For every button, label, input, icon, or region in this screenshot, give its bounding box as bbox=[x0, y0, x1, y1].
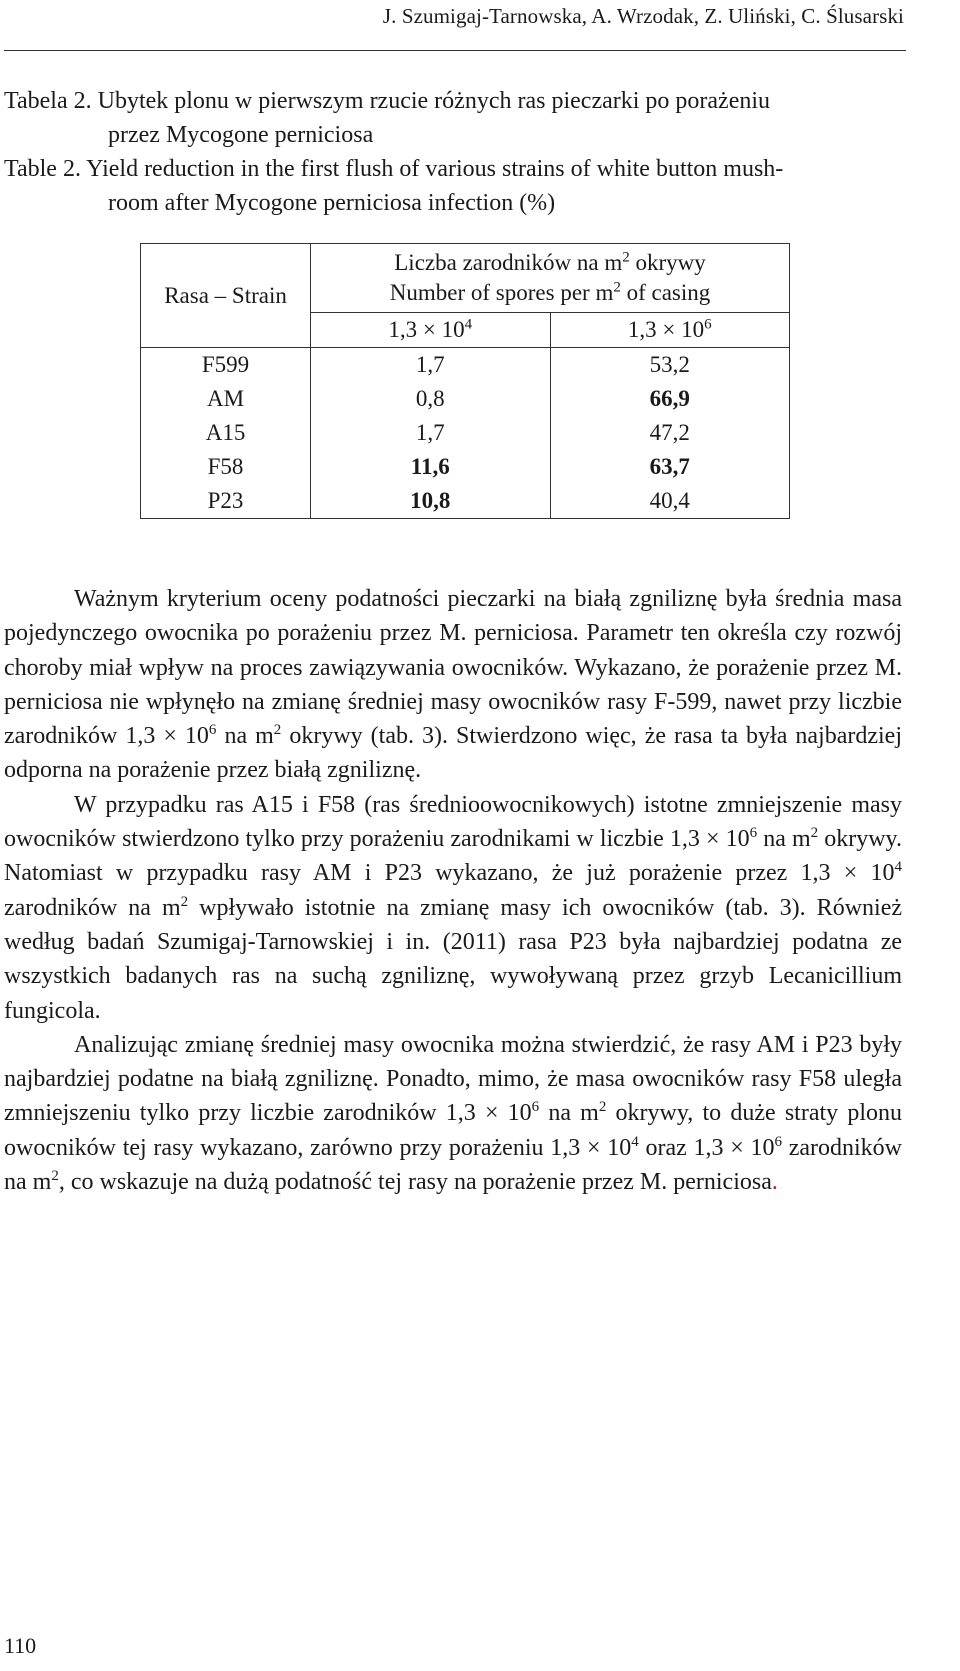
table-row bbox=[141, 382, 790, 416]
value-cell: 53,2 bbox=[550, 348, 789, 383]
caption-en-line1: Table 2. Yield reduction in the first flush of various strains of white button mush- bbox=[4, 156, 784, 182]
value-cell-significant: 66,9 bbox=[550, 382, 789, 416]
spores-header bbox=[311, 244, 790, 313]
header-rule bbox=[4, 50, 906, 51]
table-row bbox=[141, 416, 790, 450]
closing-period: . bbox=[771, 1169, 778, 1196]
strain-cell: F599 bbox=[141, 348, 311, 383]
strain-cell: P23 bbox=[141, 484, 311, 519]
paragraph-1: Ważnym kryterium oceny podatności pieczarki na białą zgniliznę była średnia masa pojedynczego owocnika po porażeniu przez M. perniciosa. Parametr ten określa czy rozwój choroby miał wpływ na proces zawiązywania owocników. Wykazano, że porażenie przez M. perniciosa nie wpłynęło na zmianę średniej masy owocników rasy F-599, nawet przy liczbie zarodników $1,3 \times 10^6$ na $m^2$ okrywy (tab. 3). Stwierdzono więc, że rasa ta była najbardziej odporna na porażenie przez białą zgniliznę. bbox=[4, 586, 902, 784]
strain-header: Rasa – Strain bbox=[141, 244, 311, 348]
value-cell-significant: 11,6 bbox=[311, 450, 550, 484]
table-row bbox=[141, 450, 790, 484]
value-cell: 1,7 bbox=[311, 416, 550, 450]
dose-header-2: $1,3 \times 10^6$ bbox=[550, 313, 789, 348]
value-cell-significant: 10,8 bbox=[311, 484, 550, 519]
value-cell-significant: 63,7 bbox=[550, 450, 789, 484]
paragraph-2: W przypadku ras A15 i F58 (ras średnioowocnikowych) istotne zmniejszenie masy owocników stwierdzono tylko przy porażeniu zarodnikami w liczbie $1,3 \times 10^6$ na $m^2$ okrywy. Natomiast w przypadku rasy AM i P23 wykazano, że już porażenie przez $1,3 \times 10^4$ zarodników na $m^2$ wpływało istotnie na zmianę masy ich owocników (tab. 3). Również według badań Szumigaj-Tarnowskiej i in. (2011) rasa P23 była najbardziej podatna ze wszystkich badanych ras na suchą zgniliznę, wywoływaną przez grzyb Lecanicillium fungicola. bbox=[4, 791, 903, 1024]
body-text bbox=[4, 582, 902, 1199]
table-row bbox=[141, 348, 790, 383]
caption-pl-line2: przez Mycogone perniciosa bbox=[108, 122, 374, 148]
caption-pl-line1: Tabela 2. Ubytek plonu w pierwszym rzucie różnych ras pieczarki po porażeniu bbox=[4, 88, 771, 114]
spores-header-en: Number of spores per $m^2$ of casing bbox=[389, 279, 711, 305]
dose-header-1: $1,3 \times 10^4$ bbox=[311, 313, 550, 348]
value-cell: 40,4 bbox=[550, 484, 789, 519]
value-cell: 47,2 bbox=[550, 416, 789, 450]
strain-cell: F58 bbox=[141, 450, 311, 484]
strain-cell: AM bbox=[141, 382, 311, 416]
value-cell: 0,8 bbox=[311, 382, 550, 416]
spores-header-pl: Liczba zarodników na $m^2$ okrywy bbox=[394, 249, 706, 275]
table-header-row bbox=[141, 244, 790, 313]
yield-reduction-table bbox=[140, 243, 790, 519]
value-cell: 1,7 bbox=[311, 348, 550, 383]
page-number: 110 bbox=[4, 1633, 37, 1658]
table-row bbox=[141, 484, 790, 519]
table-captions bbox=[4, 84, 904, 220]
paragraph-3: Analizując zmianę średniej masy owocnika można stwierdzić, że rasy AM i P23 były najbardziej podatne na białą zgniliznę. Ponadto, mimo, że masa owocników rasy F58 uległa zmniejszeniu tylko przy liczbie zarodników $1,3 \times 10^6$ na $m^2$ okrywy, to duże straty plonu owocników tej rasy wykazano, zarówno przy porażeniu $1,3 \times 10^4$ oraz $1,3 \times 10^6$ zarodników na $m^2$, co wskazuje na dużą podatność tej rasy na porażenie przez M. perniciosa. bbox=[4, 1031, 903, 1196]
running-head: J. Szumigaj-Tarnowska, A. Wrzodak, Z. Uliński, C. Ślusarski bbox=[382, 4, 904, 28]
caption-en-line2: room after Mycogone perniciosa infection (%) bbox=[108, 190, 556, 216]
strain-cell: A15 bbox=[141, 416, 311, 450]
